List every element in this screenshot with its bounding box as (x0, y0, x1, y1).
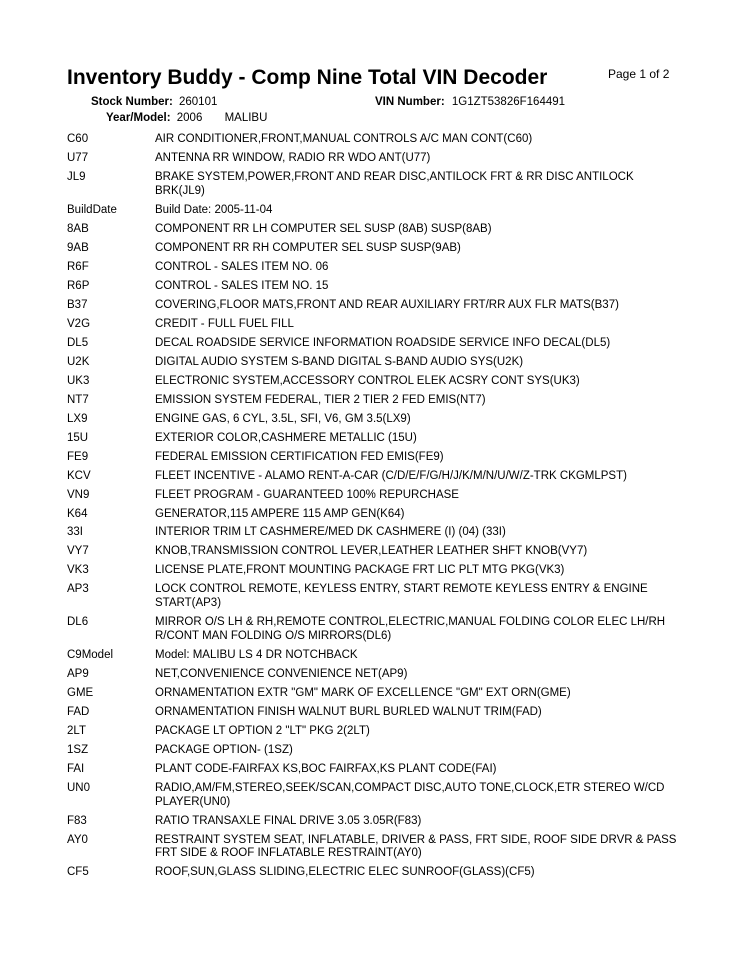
option-code: 9AB (67, 241, 89, 254)
option-description: ROOF,SUN,GLASS SLIDING,ELECTRIC ELEC SUNROOF(GLASS)(CF5) (155, 866, 535, 879)
option-description: ORNAMENTATION FINISH WALNUT BURL BURLED WALNUT TRIM(FAD) (155, 705, 542, 718)
option-code: 8AB (67, 222, 89, 235)
option-description: RESTRAINT SYSTEM SEAT, INFLATABLE, DRIVER & PASS, FRT SIDE, ROOF SIDE DRVR & PASS FRT SIDE & ROOF INFLATABLE RESTRAINT(AY0) (155, 833, 677, 860)
year-value: 2006 (176, 112, 203, 124)
option-code: AP3 (67, 583, 89, 596)
option-code-row (67, 204, 677, 218)
option-code-row (67, 432, 677, 446)
option-description: PLANT CODE-FAIRFAX KS,BOC FAIRFAX,KS PLANT CODE(FAI) (155, 762, 497, 775)
option-description: LOCK CONTROL REMOTE, KEYLESS ENTRY, START REMOTE KEYLESS ENTRY & ENGINE START(AP3) (155, 583, 648, 610)
option-description: COVERING,FLOOR MATS,FRONT AND REAR AUXILIARY FRT/RR AUX FLR MATS(B37) (155, 298, 619, 311)
option-description: KNOB,TRANSMISSION CONTROL LEVER,LEATHER LEATHER SHFT KNOB(VY7) (155, 545, 588, 558)
option-code: DL5 (67, 336, 89, 349)
option-code: BuildDate (67, 203, 117, 216)
option-code: F83 (67, 814, 87, 827)
option-description: ELECTRONIC SYSTEM,ACCESSORY CONTROL ELEK ACSRY CONT SYS(UK3) (155, 374, 580, 387)
year-model-field (106, 112, 267, 124)
option-code-row (67, 564, 677, 578)
option-code-row (67, 815, 677, 829)
option-code: AY0 (67, 833, 88, 846)
option-code: 33I (67, 526, 83, 539)
option-description: ORNAMENTATION EXTR "GM" MARK OF EXCELLENCE "GM" EXT ORN(GME) (155, 686, 571, 699)
option-code: JL9 (67, 170, 86, 183)
option-code: VN9 (67, 488, 90, 501)
option-code-row (67, 744, 677, 758)
option-code-row (67, 545, 677, 559)
option-code-row (67, 451, 677, 465)
option-code: C9Model (67, 649, 114, 661)
option-description: CONTROL - SALES ITEM NO. 06 (155, 260, 329, 273)
option-code-row (67, 583, 677, 611)
option-code-row (67, 782, 677, 810)
option-code: LX9 (67, 412, 88, 425)
option-code-row (67, 616, 677, 644)
option-code: UN0 (67, 781, 91, 794)
option-description: LICENSE PLATE,FRONT MOUNTING PACKAGE FRT LIC PLT MTG PKG(VK3) (155, 564, 565, 577)
option-description: CREDIT - FULL FUEL FILL (155, 317, 294, 330)
option-description: FLEET PROGRAM - GUARANTEED 100% REPURCHASE (155, 488, 459, 501)
option-code-list (67, 133, 677, 885)
option-code-row (67, 394, 677, 408)
option-description: RADIO,AM/FM,STEREO,SEEK/SCAN,COMPACT DISC,AUTO TONE,CLOCK,ETR STEREO W/CD PLAYER(UN0) (155, 781, 665, 808)
stock-number-label: Stock Number: (91, 96, 173, 108)
option-code: C60 (67, 133, 89, 145)
option-code: 2LT (67, 724, 86, 737)
option-code-row (67, 668, 677, 682)
option-code: FE9 (67, 450, 89, 463)
option-code-row (67, 489, 677, 503)
option-code-row (67, 706, 677, 720)
option-description: COMPONENT RR LH COMPUTER SEL SUSP (8AB) SUSP(8AB) (155, 222, 492, 235)
vin-number-field (375, 96, 565, 108)
option-code: KCV (67, 469, 91, 482)
option-code-row (67, 152, 677, 166)
option-description: DECAL ROADSIDE SERVICE INFORMATION ROADSIDE SERVICE INFO DECAL(DL5) (155, 336, 611, 349)
option-code: UK3 (67, 374, 90, 387)
option-code: V2G (67, 317, 91, 330)
vin-number-value: 1G1ZT53826F164491 (451, 96, 566, 108)
option-code: U2K (67, 355, 90, 368)
option-code-row (67, 508, 677, 522)
option-code-row (67, 299, 677, 313)
page-number: Page 1 of 2 (608, 67, 670, 81)
option-description: FLEET INCENTIVE - ALAMO RENT-A-CAR (C/D/E/F/G/H/J/K/M/N/U/W/Z-TRK CKGMLPST) (155, 469, 627, 482)
option-description: GENERATOR,115 AMPERE 115 AMP GEN(K64) (155, 507, 405, 520)
option-description: INTERIOR TRIM LT CASHMERE/MED DK CASHMERE (I) (04) (33I) (155, 526, 506, 539)
option-description: NET,CONVENIENCE CONVENIENCE NET(AP9) (155, 667, 408, 680)
option-code-row (67, 470, 677, 484)
option-code: 1SZ (67, 743, 89, 756)
option-code-row (67, 866, 677, 880)
option-code: DL6 (67, 616, 89, 629)
option-code-row (67, 242, 677, 256)
option-description: EMISSION SYSTEM FEDERAL, TIER 2 TIER 2 FED EMIS(NT7) (155, 393, 486, 406)
stock-number-value: 260101 (179, 96, 218, 108)
option-code: AP9 (67, 667, 89, 680)
option-code-row (67, 133, 677, 147)
option-code: FAI (67, 762, 85, 775)
option-code: K64 (67, 507, 88, 520)
option-description: AIR CONDITIONER,FRONT,MANUAL CONTROLS A/C MAN CONT(C60) (155, 133, 533, 145)
option-description: Build Date: 2005-11-04 (155, 203, 273, 216)
option-code-row (67, 261, 677, 275)
option-code-row (67, 725, 677, 739)
year-model-label: Year/Model: (106, 112, 171, 124)
option-code-row (67, 171, 677, 199)
option-description: MIRROR O/S LH & RH,REMOTE CONTROL,ELECTRIC,MANUAL FOLDING COLOR ELEC LH/RH R/CONT MAN FOLDING O/S MIRRORS(DL6) (155, 616, 666, 643)
option-description: CONTROL - SALES ITEM NO. 15 (155, 279, 329, 292)
option-code: VY7 (67, 545, 89, 558)
option-code-row (67, 649, 677, 663)
option-code-row (67, 763, 677, 777)
option-code-row (67, 413, 677, 427)
option-description: BRAKE SYSTEM,POWER,FRONT AND REAR DISC,ANTILOCK FRT & RR DISC ANTILOCK BRK(JL9) (155, 170, 634, 197)
option-code-row (67, 337, 677, 351)
stock-number-field (91, 96, 217, 108)
option-code-row (67, 687, 677, 701)
option-code: R6P (67, 279, 90, 292)
option-code-row (67, 526, 677, 540)
model-value: MALIBU (224, 112, 268, 124)
option-code-row (67, 280, 677, 294)
option-code: GME (67, 686, 94, 699)
option-description: Model: MALIBU LS 4 DR NOTCHBACK (155, 649, 358, 661)
option-code-row (67, 318, 677, 332)
option-description: FEDERAL EMISSION CERTIFICATION FED EMIS(FE9) (155, 450, 444, 463)
option-code: 15U (67, 431, 89, 444)
option-description: EXTERIOR COLOR,CASHMERE METALLIC (15U) (155, 431, 417, 444)
option-description: ANTENNA RR WINDOW, RADIO RR WDO ANT(U77) (155, 151, 431, 164)
option-code: FAD (67, 705, 90, 718)
option-description: PACKAGE LT OPTION 2 "LT" PKG 2(2LT) (155, 724, 370, 737)
option-description: RATIO TRANSAXLE FINAL DRIVE 3.05 3.05R(F83) (155, 814, 422, 827)
option-code: B37 (67, 298, 88, 311)
document-title: Inventory Buddy - Comp Nine Total VIN Decoder (67, 66, 548, 89)
option-code: CF5 (67, 866, 89, 879)
option-description: ENGINE GAS, 6 CYL, 3.5L, SFI, V6, GM 3.5(LX9) (155, 412, 411, 425)
vin-number-label: VIN Number: (375, 96, 445, 108)
option-code: U77 (67, 151, 89, 164)
option-code-row (67, 375, 677, 389)
option-description: DIGITAL AUDIO SYSTEM S-BAND DIGITAL S-BAND AUDIO SYS(U2K) (155, 355, 524, 368)
option-description: COMPONENT RR RH COMPUTER SEL SUSP SUSP(9AB) (155, 241, 461, 254)
option-code: NT7 (67, 393, 89, 406)
option-code: VK3 (67, 564, 89, 577)
option-description: PACKAGE OPTION- (1SZ) (155, 743, 293, 756)
option-code: R6F (67, 260, 89, 273)
option-code-row (67, 834, 677, 862)
option-code-row (67, 223, 677, 237)
option-code-row (67, 356, 677, 370)
